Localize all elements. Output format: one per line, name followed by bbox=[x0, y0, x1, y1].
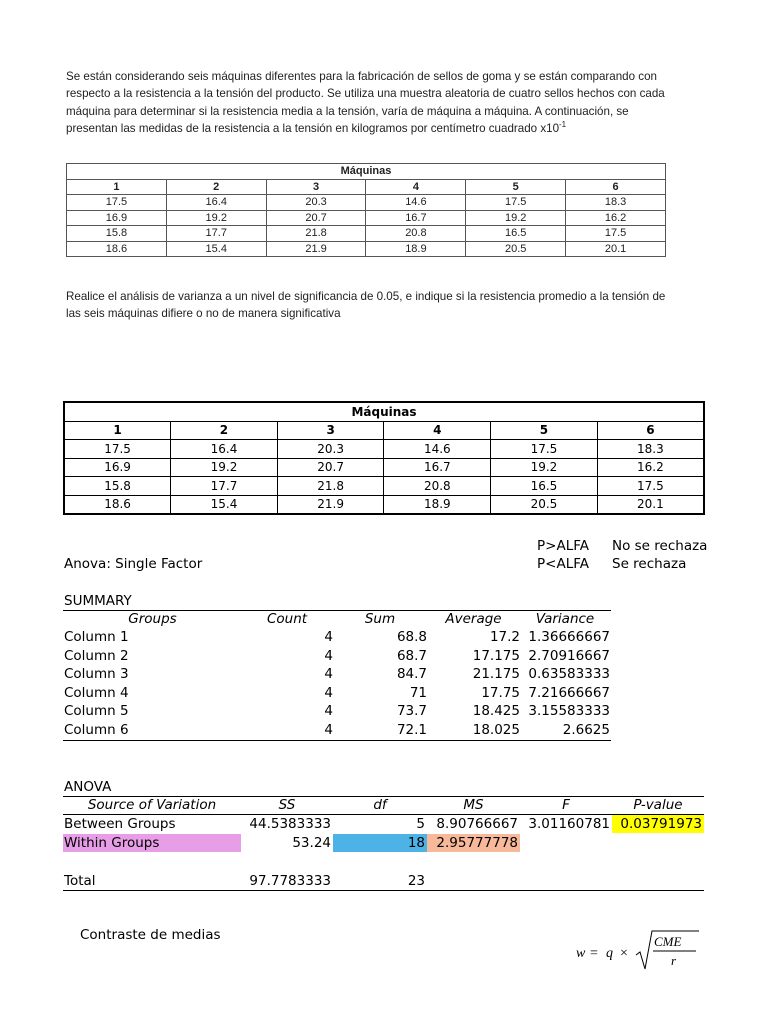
summary-cell: 71 bbox=[409, 684, 427, 701]
anova-header-2: df bbox=[373, 797, 387, 813]
img-table-cell: 20.5 bbox=[466, 241, 566, 257]
rule-result-2: Se rechaza bbox=[612, 556, 687, 572]
summary-cell: 68.7 bbox=[396, 647, 427, 664]
machines-table-sheet bbox=[63, 401, 705, 515]
anova-within-cell: 53.24 bbox=[292, 835, 331, 851]
contrast-label: Contraste de medias bbox=[80, 927, 221, 943]
sheet-table-cell: 20.7 bbox=[277, 458, 384, 477]
problem-statement bbox=[66, 68, 670, 138]
problem-instruction: Realice el análisis de varianza a un nivel de significancia de 0.05, e indique si la resistencia promedio a la tensión de las seis máquinas difiere o no de manera significativa bbox=[66, 290, 666, 321]
sheet-table-header-2: 2 bbox=[171, 421, 278, 440]
img-table-row bbox=[67, 226, 666, 242]
img-table-cell: 20.8 bbox=[366, 226, 466, 242]
summary-cell: 73.7 bbox=[396, 703, 427, 719]
img-table-header-3: 3 bbox=[266, 179, 366, 195]
sheet-table-header-1: 1 bbox=[64, 421, 171, 440]
img-table-row bbox=[67, 195, 666, 211]
img-table-cell: 18.6 bbox=[67, 241, 167, 257]
anova-between-cell: 44.5383333 bbox=[249, 816, 331, 832]
sheet-table-cell: 17.5 bbox=[491, 440, 598, 459]
img-table-header-1: 1 bbox=[67, 179, 167, 195]
sheet-table-row bbox=[64, 458, 704, 477]
anova-within-label: Within Groups bbox=[64, 835, 160, 851]
sheet-table-cell: 15.8 bbox=[64, 477, 171, 496]
sheet-table-cell: 14.6 bbox=[384, 440, 491, 459]
sheet-table-header-5: 5 bbox=[491, 421, 598, 440]
formula-times: × bbox=[620, 946, 628, 961]
img-table-cell: 16.7 bbox=[366, 210, 466, 226]
anova-title: Anova: Single Factor bbox=[64, 556, 203, 572]
summary-header-groups: Groups bbox=[128, 611, 177, 627]
sheet-table-header-6: 6 bbox=[597, 421, 704, 440]
img-table-cell: 20.3 bbox=[266, 195, 366, 211]
sheet-table-header-4: 4 bbox=[384, 421, 491, 440]
summary-header-variance: Variance bbox=[535, 611, 595, 627]
problem-text: Se están considerando seis máquinas diferentes para la fabricación de sellos de goma y se están comparando con respecto a la resistencia a la tensión del producto. Se utiliza una muestra aleatoria de cuatro sellos hechos con cada máquina para determinar si la resistencia media a la tensión, varía de máquina a máquina. A continuación, se presentan las medidas de la resistencia a la tensión en kilogramos por centímetro cuadrado x10 bbox=[66, 70, 665, 136]
anova-header-1: SS bbox=[278, 797, 296, 813]
anova-within-cell: 18 bbox=[407, 835, 425, 851]
summary-header-sum: Sum bbox=[364, 611, 396, 627]
summary-cell: 4 bbox=[324, 684, 333, 701]
sheet-table-cell: 19.2 bbox=[491, 458, 598, 477]
anova-between-cell: 8.90766667 bbox=[436, 816, 518, 832]
summary-cell: 4 bbox=[324, 629, 333, 645]
img-table-header-2: 2 bbox=[166, 179, 266, 195]
anova-between-cell: 3.01160781 bbox=[528, 816, 610, 832]
summary-group-label: Column 6 bbox=[64, 721, 129, 738]
summary-cell: 84.7 bbox=[396, 666, 427, 682]
sheet-table-cell: 20.8 bbox=[384, 477, 491, 496]
summary-cell: 7.21666667 bbox=[528, 684, 610, 701]
sheet-table-cell: 16.7 bbox=[384, 458, 491, 477]
img-table-cell: 15.8 bbox=[67, 226, 167, 242]
sheet-table-cell: 19.2 bbox=[171, 458, 278, 477]
summary-group-label: Column 4 bbox=[64, 684, 129, 701]
img-table-cell: 14.6 bbox=[366, 195, 466, 211]
img-table-header-6: 6 bbox=[566, 179, 666, 195]
summary-cell: 68.8 bbox=[396, 629, 427, 645]
sheet-table-row bbox=[64, 440, 704, 459]
sheet-table-cell: 16.4 bbox=[171, 440, 278, 459]
img-table-cell: 20.1 bbox=[566, 241, 666, 257]
summary-group-label: Column 1 bbox=[64, 629, 129, 645]
img-table-cell: 17.7 bbox=[166, 226, 266, 242]
summary-group-label: Column 2 bbox=[64, 647, 129, 664]
summary-header-average: Average bbox=[445, 611, 502, 627]
summary-bottom-rule bbox=[63, 740, 611, 741]
anova-total-cell: 97.7783333 bbox=[249, 873, 331, 889]
summary-cell: 17.75 bbox=[481, 684, 520, 701]
sheet-table-cell: 16.5 bbox=[491, 477, 598, 496]
summary-cell: 0.63583333 bbox=[528, 666, 610, 682]
sheet-table-cell: 21.9 bbox=[277, 495, 384, 514]
summary-cell: 2.70916667 bbox=[528, 647, 610, 664]
anova-header-4: F bbox=[562, 797, 570, 813]
rule-result-1: No se rechaza bbox=[612, 538, 708, 554]
summary-cell: 4 bbox=[324, 721, 333, 738]
problem-exponent: -1 bbox=[559, 120, 567, 130]
img-table-cell: 15.4 bbox=[166, 241, 266, 257]
img-table-cell: 17.5 bbox=[67, 195, 167, 211]
summary-cell: 2.6625 bbox=[562, 721, 610, 738]
sheet-table-cell: 16.2 bbox=[597, 458, 704, 477]
summary-label: SUMMARY bbox=[64, 593, 132, 609]
formula-q: q bbox=[606, 946, 613, 961]
sheet-table-cell: 20.3 bbox=[277, 440, 384, 459]
sheet-table-cell: 18.6 bbox=[64, 495, 171, 514]
summary-cell: 1.36666667 bbox=[528, 629, 610, 645]
summary-cell: 17.2 bbox=[489, 629, 520, 645]
summary-cell: 17.175 bbox=[472, 647, 520, 664]
summary-group-label: Column 3 bbox=[64, 666, 129, 682]
summary-cell: 21.175 bbox=[472, 666, 520, 682]
sheet-table-row bbox=[64, 495, 704, 514]
anova-between-cell: 5 bbox=[416, 816, 425, 832]
sheet-table-cell: 17.7 bbox=[171, 477, 278, 496]
sheet-table-cell: 17.5 bbox=[597, 477, 704, 496]
sheet-table-row bbox=[64, 477, 704, 496]
img-table-cell: 19.2 bbox=[166, 210, 266, 226]
img-table-row bbox=[67, 241, 666, 257]
img-table-row bbox=[67, 210, 666, 226]
img-table-cell: 17.5 bbox=[566, 226, 666, 242]
summary-cell: 3.15583333 bbox=[528, 703, 610, 719]
anova-total-cell: 23 bbox=[407, 873, 425, 889]
img-table-header-4: 4 bbox=[366, 179, 466, 195]
img-table-cell: 21.9 bbox=[266, 241, 366, 257]
img-table-header-5: 5 bbox=[466, 179, 566, 195]
img-table-cell: 17.5 bbox=[466, 195, 566, 211]
tukey-formula bbox=[574, 925, 704, 975]
img-table-cell: 18.9 bbox=[366, 241, 466, 257]
formula-numerator: CME bbox=[654, 934, 682, 949]
rule-cond-2: P<ALFA bbox=[537, 556, 589, 572]
img-table-cell: 16.2 bbox=[566, 210, 666, 226]
sheet-table-cell: 18.9 bbox=[384, 495, 491, 514]
sheet-table-cell: 16.9 bbox=[64, 458, 171, 477]
summary-header-count: Count bbox=[266, 611, 308, 627]
summary-cell: 4 bbox=[324, 647, 333, 664]
summary-group-label: Column 5 bbox=[64, 703, 129, 719]
summary-cell: 4 bbox=[324, 666, 333, 682]
machines-table-title: Máquinas bbox=[67, 164, 666, 180]
sheet-table-cell: 20.5 bbox=[491, 495, 598, 514]
formula-lhs: w bbox=[576, 946, 586, 961]
rule-cond-1: P>ALFA bbox=[537, 538, 589, 554]
anova-header-3: MS bbox=[463, 797, 484, 813]
sheet-table-cell: 18.3 bbox=[597, 440, 704, 459]
anova-total-label: Total bbox=[64, 873, 96, 889]
anova-between-cell: 0.03791973 bbox=[620, 816, 702, 832]
summary-cell: 72.1 bbox=[396, 721, 427, 738]
sheet-table-header-3: 3 bbox=[277, 421, 384, 440]
img-table-cell: 20.7 bbox=[266, 210, 366, 226]
anova-header-0: Source of Variation bbox=[87, 797, 217, 813]
img-table-cell: 16.4 bbox=[166, 195, 266, 211]
summary-cell: 4 bbox=[324, 703, 333, 719]
formula-equals: = bbox=[590, 946, 598, 961]
formula-denominator: r bbox=[671, 953, 677, 968]
sheet-table-cell: 17.5 bbox=[64, 440, 171, 459]
img-table-cell: 21.8 bbox=[266, 226, 366, 242]
anova-between-label: Between Groups bbox=[64, 816, 176, 832]
anova-within-cell: 2.95777778 bbox=[436, 835, 518, 851]
machines-table-image bbox=[66, 163, 666, 257]
anova-bottom-rule bbox=[63, 890, 704, 891]
img-table-cell: 18.3 bbox=[566, 195, 666, 211]
sheet-table-cell: 21.8 bbox=[277, 477, 384, 496]
img-table-cell: 16.5 bbox=[466, 226, 566, 242]
sheet-table-cell: 15.4 bbox=[171, 495, 278, 514]
sheet-table-title: Máquinas bbox=[64, 402, 704, 421]
anova-label: ANOVA bbox=[64, 779, 112, 795]
summary-cell: 18.425 bbox=[472, 703, 520, 719]
sheet-table-cell: 20.1 bbox=[597, 495, 704, 514]
img-table-cell: 19.2 bbox=[466, 210, 566, 226]
img-table-cell: 16.9 bbox=[67, 210, 167, 226]
anova-header-5: P-value bbox=[633, 797, 683, 813]
summary-cell: 18.025 bbox=[472, 721, 520, 738]
